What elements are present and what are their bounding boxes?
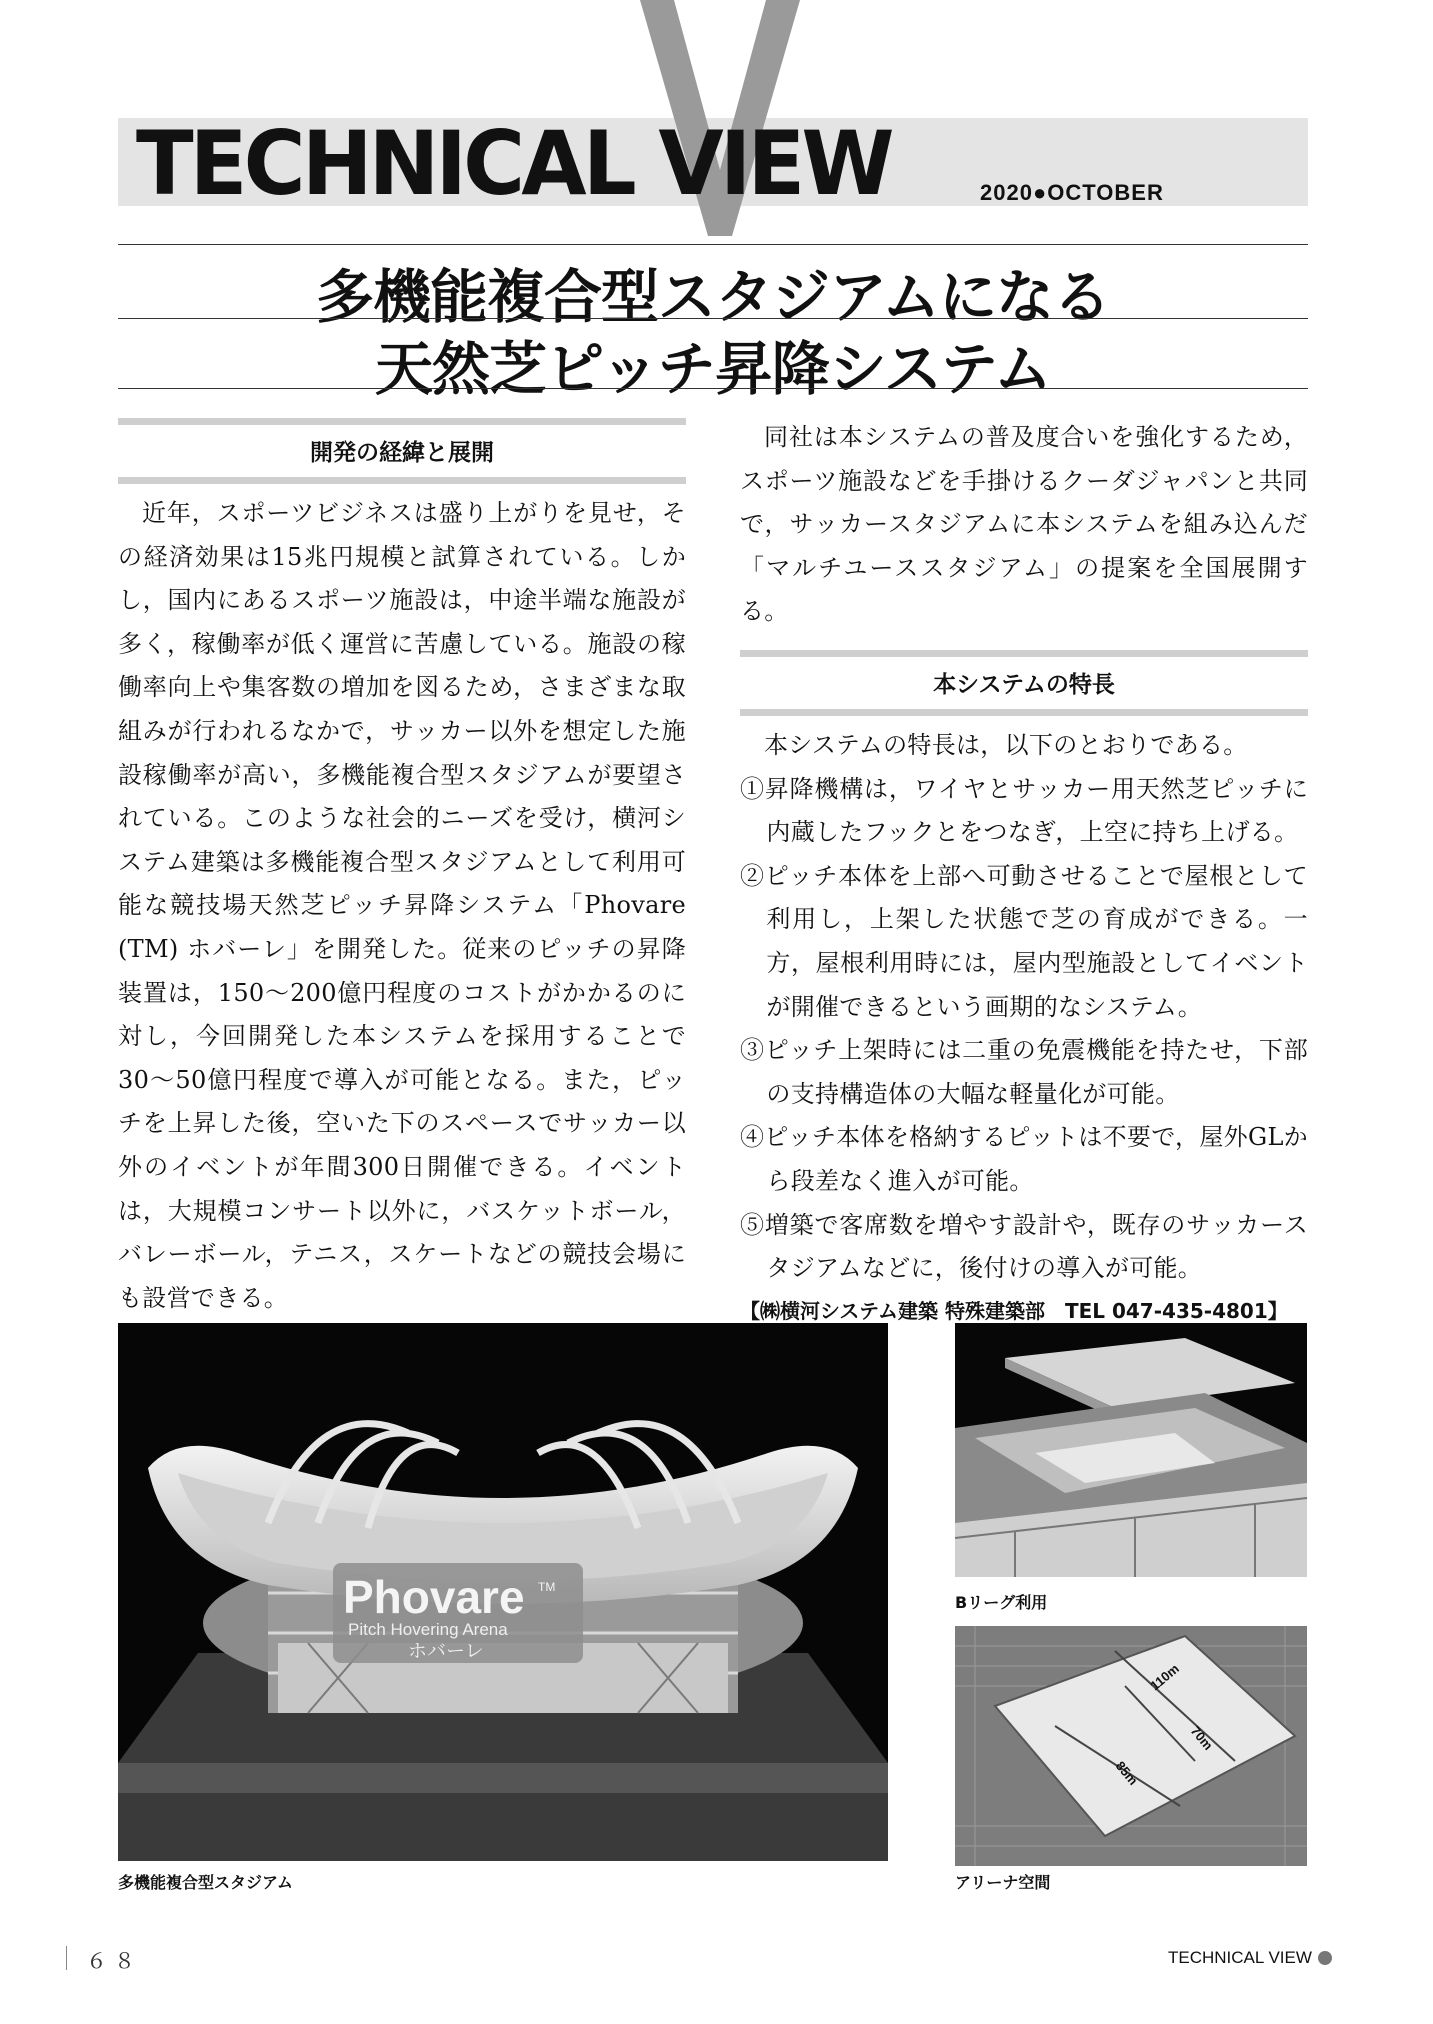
dimension-label: 70m [1187,1723,1216,1753]
right-column [740,416,1308,1324]
bottom-right-caption: アリーナ空間 [955,1873,1051,1892]
headline-rule-top [118,244,1308,245]
issue-date: 2020●OCTOBER [980,180,1164,205]
b-league-photo [955,1323,1307,1577]
section-heading [740,650,1308,716]
section-heading-label: 本システムの特長 [933,671,1115,698]
dimension-label: 85m [1112,1758,1141,1788]
feature-list [740,768,1308,1291]
feature-item: ①昇降機構は，ワイヤとサッカー用天然芝ピッチに内蔵したフックとをつなぎ，上空に持ち上げる。 [740,774,1308,847]
dimension-label: 110m [1147,1660,1182,1694]
headline-line-2: 天然芝ピッチ昇降システム [375,335,1051,403]
footer-label: TECHNICAL VIEW [1168,1948,1312,1967]
article-paragraph-continued: 同社は本システムの普及度合いを強化するため，スポーツ施設などを手掛けるクーダジャパンと共同で，サッカースタジアムに本システムを組み込んだ「マルチユーススタジアム」の提案を全国展開する。 [740,423,1308,626]
headline-line-1: 多機能複合型スタジアムになる [316,263,1110,331]
feature-item: ⑤増築で客席数を増やす設計や，既存のサッカースタジアムなどに，後付けの導入が可能。 [740,1210,1308,1283]
headline-rule-bottom [118,388,1308,389]
left-column [118,418,686,1320]
b-league-image [955,1323,1307,1577]
stadium-photo [118,1323,888,1861]
page-number: ６８ [86,1949,142,1973]
headline-rule-middle [118,318,1308,319]
logo-tm: TM [538,1580,556,1594]
logo-text: Phovare [343,1571,525,1623]
arena-space-image [955,1626,1307,1866]
stadium-model-image [118,1323,888,1861]
feature-item: ②ピッチ本体を上部へ可動させることで屋根として利用し，上架した状態で芝の育成ができる。一方，屋根利用時には，屋内型施設としてイベントが開催できるという画期的なシステム。 [740,861,1308,1021]
feature-item: ③ピッチ上架時には二重の免震機能を持たせ，下部の支持構造体の大幅な軽量化が可能。 [740,1036,1308,1108]
arena-space-photo [955,1626,1307,1866]
logo-kana: ホバーレ [408,1640,484,1662]
section-heading [118,418,686,484]
magazine-title: TECHNICAL VIEW [136,112,891,215]
top-right-caption: Bリーグ利用 [955,1593,1048,1612]
footer-dot-icon [1318,1951,1332,1965]
contact-line: 【㈱横河システム建築 特殊建築部 TEL 047-435-4801】 [740,1298,1288,1323]
feature-item: ④ピッチ本体を格納するピットは不要で，屋外GLから段差なく進入が可能。 [740,1123,1308,1195]
logo-subtitle: Pitch Hovering Arena [348,1620,508,1639]
article-paragraph: 近年，スポーツビジネスは盛り上がりを見せ，その経済効果は15兆円規模と試算されている。しかし，国内にあるスポーツ施設は，中途半端な施設が多く，稼働率が低く運営に苦慮している。施設の稼働率向上や集客数の増加を図るため，さまざまな取組みが行われるなかで，サッカー以外を想定した施設稼働率が高い，多機能複合型スタジアムが要望されている。このような社会的ニーズを受け，横河システム建築は多機能複合型スタジアムとして利用可能な競技場天然芝ピッチ昇降システム「Phovare (TM) ホバーレ」を開発した。従来のピッチの昇降装置は，150〜200億円程度のコストがかかるのに対し，今回開発した本システムを採用することで30〜50億円程度で導入が可能となる。また，ピッチを上昇した後，空いた下のスペースでサッカー以外のイベントが年間300日開催できる。イベントは，大規模コンサート以外に，バスケットボール，バレーボール，テニス，スケートなどの競技会場にも設営できる。 [118,499,686,1312]
footer-divider [66,1946,67,1970]
features-intro: 本システムの特長は，以下のとおりである。 [764,730,1248,759]
main-figure-caption: 多機能複合型スタジアム [118,1873,293,1892]
section-heading-label: 開発の経緯と展開 [310,440,494,466]
footer-label-wrap [1168,1948,1332,1968]
